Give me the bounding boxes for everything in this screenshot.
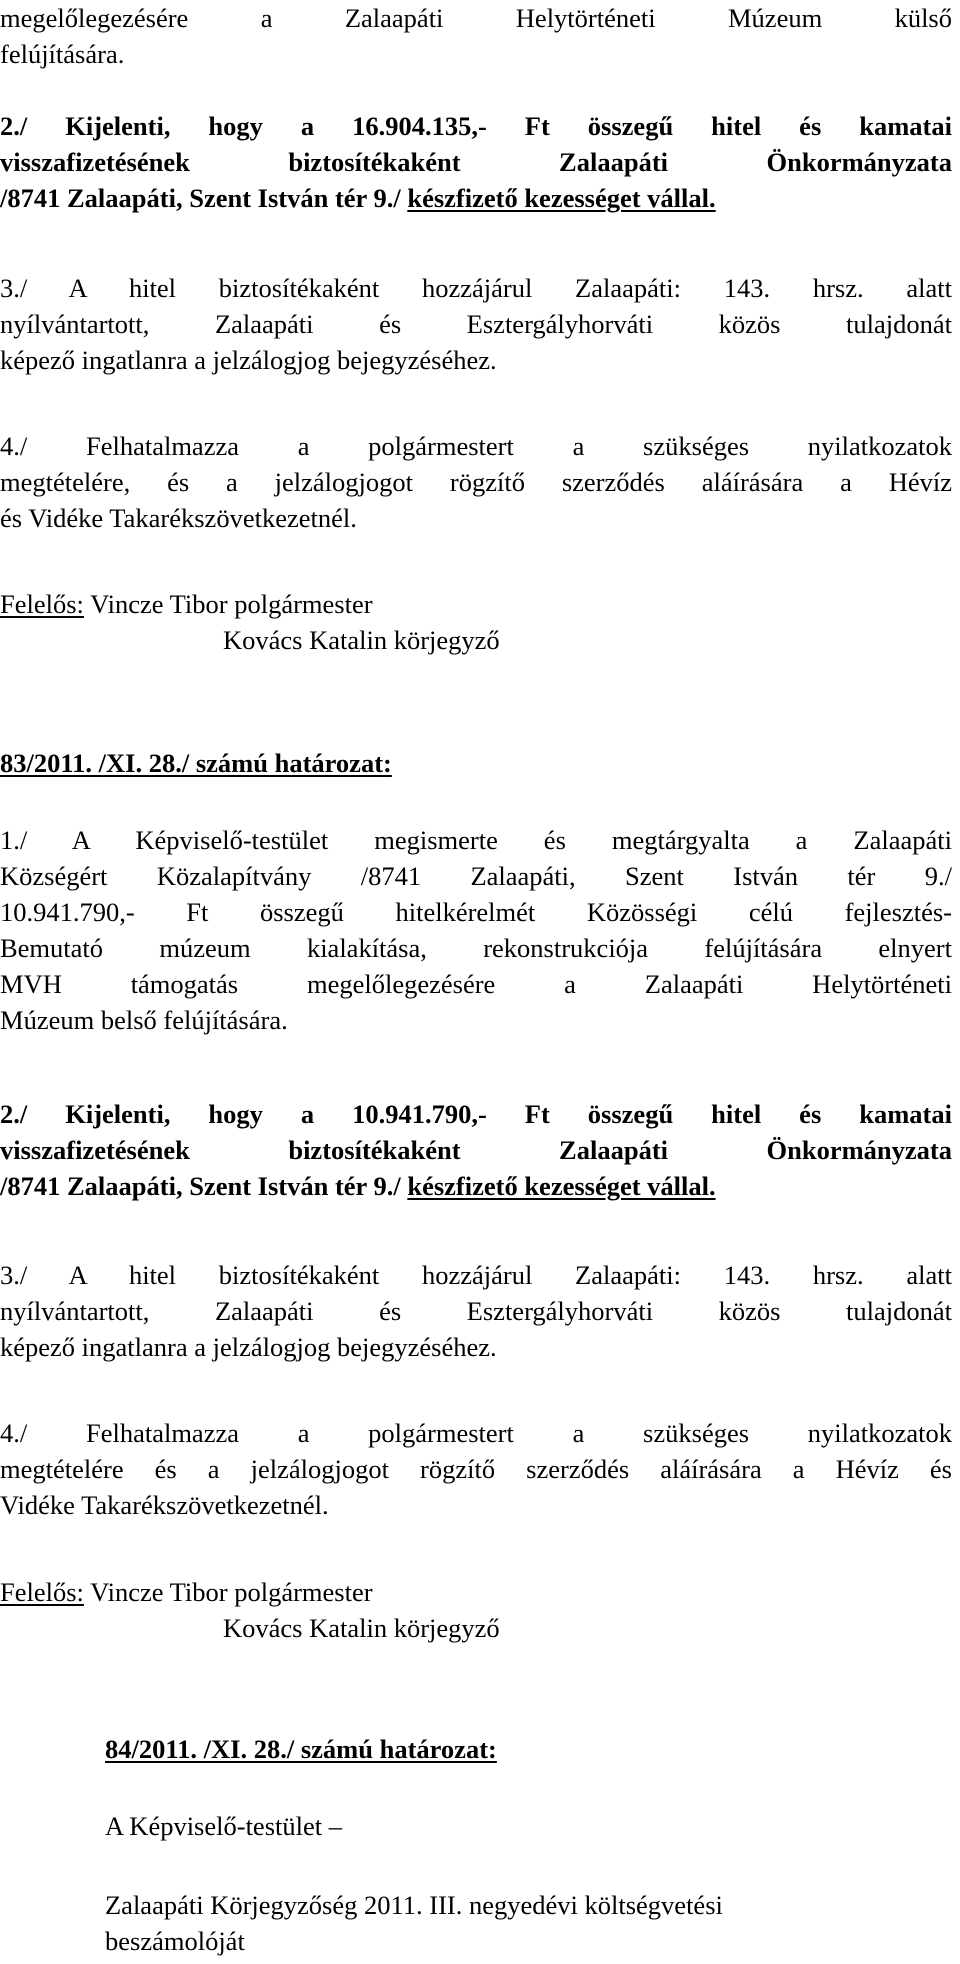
point-number: 2./ bbox=[0, 1099, 66, 1129]
text-line: nyílvántartott, Zalaapáti és Esztergályhorváti közös tulajdonát bbox=[0, 309, 952, 339]
text-line: beszámolóját bbox=[105, 1926, 245, 1956]
responsible-notary: Kovács Katalin körjegyző bbox=[223, 625, 500, 655]
responsible-label: Felelős: bbox=[0, 1577, 84, 1607]
text-line: Vidéke Takarékszövetkezetnél. bbox=[0, 1490, 329, 1520]
text-line: visszafizetésének biztosítékaként Zalaapáti Önkormányzata bbox=[0, 1135, 952, 1165]
text-line: Községért Közalapítvány /8741 Zalaapáti, Szent István tér 9./ bbox=[0, 861, 952, 891]
responsible-line bbox=[0, 1574, 952, 1610]
text-line bbox=[0, 180, 952, 216]
resolution-82-continuation bbox=[0, 0, 952, 72]
resolution-83 bbox=[0, 745, 952, 781]
responsible-label: Felelős: bbox=[0, 589, 84, 619]
text-line: 10.941.790,- Ft összegű hitelkérelmét Közösségi célú fejlesztés- bbox=[0, 897, 952, 927]
guarantee-text: készfizető kezességet vállal. bbox=[407, 183, 716, 213]
text-line: 3./ A hitel biztosítékaként hozzájárul Zalaapáti: 143. hrsz. alatt bbox=[0, 273, 952, 303]
point-text: Kijelenti, hogy a 16.904.135,- Ft összegű hitel és kamatai bbox=[65, 111, 952, 141]
responsible-line bbox=[0, 586, 952, 622]
text-line: 3./ A hitel biztosítékaként hozzájárul Zalaapáti: 143. hrsz. alatt bbox=[0, 1260, 952, 1290]
text-line: képező ingatlanra a jelzálogjog bejegyzéséhez. bbox=[0, 1332, 497, 1362]
responsible-line bbox=[0, 622, 952, 658]
resolution-82-point-3 bbox=[0, 270, 952, 378]
text-line: képező ingatlanra a jelzálogjog bejegyzéséhez. bbox=[0, 345, 497, 375]
text-line: nyílvántartott, Zalaapáti és Esztergályhorváti közös tulajdonát bbox=[0, 1296, 952, 1326]
text-line: 1./ A Képviselő-testület megismerte és megtárgyalta a Zalaapáti bbox=[0, 825, 952, 855]
text-line: és Vidéke Takarékszövetkezetnél. bbox=[0, 503, 357, 533]
text-line: megtételére, és a jelzálogjogot rögzítő szerződés aláírására a Hévíz bbox=[0, 467, 952, 497]
resolution-82-point-2 bbox=[0, 108, 952, 216]
responsible-mayor: Vincze Tibor polgármester bbox=[83, 1577, 373, 1607]
text-line: Múzeum belső felújítására. bbox=[0, 1005, 288, 1035]
resolution-heading: 83/2011. /XI. 28./ számú határozat: bbox=[0, 748, 392, 778]
resolution-83-point-1 bbox=[0, 822, 952, 1038]
resolution-82-responsible bbox=[0, 586, 952, 658]
text-line: Bemutató múzeum kialakítása, rekonstrukciója felújítására elnyert bbox=[0, 933, 952, 963]
address-text: /8741 Zalaapáti, Szent István tér 9./ bbox=[0, 183, 408, 213]
point-number: 2./ bbox=[0, 111, 66, 141]
resolution-83-responsible bbox=[0, 1574, 952, 1646]
responsible-mayor: Vincze Tibor polgármester bbox=[83, 589, 373, 619]
point-text: Kijelenti, hogy a 10.941.790,- Ft összegű hitel és kamatai bbox=[65, 1099, 952, 1129]
resolution-84-body bbox=[105, 1887, 952, 1959]
text-line: felújítására. bbox=[0, 39, 125, 69]
responsible-line bbox=[0, 1610, 952, 1646]
text-line: Zalaapáti Körjegyzőség 2011. III. negyedévi költségvetési bbox=[105, 1890, 723, 1920]
text-line bbox=[0, 1096, 952, 1132]
text-line: MVH támogatás megelőlegezésére a Zalaapáti Helytörténeti bbox=[0, 969, 952, 999]
text-line: megelőlegezésére a Zalaapáti Helytörténeti Múzeum külső bbox=[0, 3, 952, 33]
text-line: 4./ Felhatalmazza a polgármestert a szükséges nyilatkozatok bbox=[0, 431, 952, 461]
resolution-83-point-3 bbox=[0, 1257, 952, 1365]
resolution-heading: 84/2011. /XI. 28./ számú határozat: bbox=[105, 1734, 497, 1764]
address-text: /8741 Zalaapáti, Szent István tér 9./ bbox=[0, 1171, 408, 1201]
text-line: visszafizetésének biztosítékaként Zalaapáti Önkormányzata bbox=[0, 147, 952, 177]
responsible-notary: Kovács Katalin körjegyző bbox=[223, 1613, 500, 1643]
text-line: 4./ Felhatalmazza a polgármestert a szükséges nyilatkozatok bbox=[0, 1418, 952, 1448]
resolution-83-point-4 bbox=[0, 1415, 952, 1523]
text-line: A Képviselő-testület – bbox=[105, 1811, 342, 1841]
resolution-83-point-2 bbox=[0, 1096, 952, 1204]
text-line bbox=[0, 108, 952, 144]
resolution-82-point-4 bbox=[0, 428, 952, 536]
resolution-84-intro bbox=[105, 1808, 952, 1844]
guarantee-text: készfizető kezességet vállal. bbox=[407, 1171, 716, 1201]
text-line: megtételére és a jelzálogjogot rögzítő szerződés aláírására a Hévíz és bbox=[0, 1454, 952, 1484]
resolution-84 bbox=[105, 1731, 952, 1767]
text-line bbox=[0, 1168, 952, 1204]
